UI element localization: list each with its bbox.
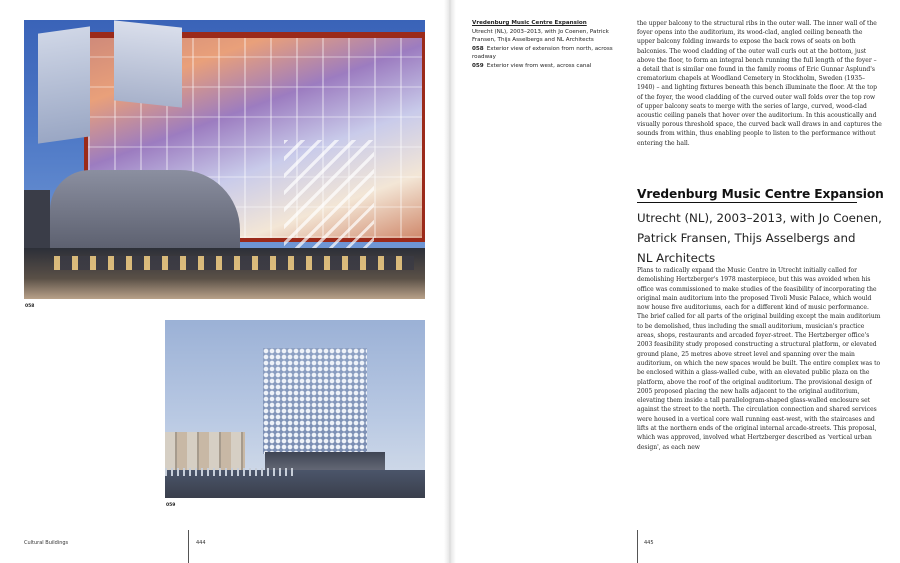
footer-divider [188, 530, 189, 563]
paragraph: the upper balcony to the structural ribs in the outer wall. The inner wall of the foyer opens into the auditorium, its wood-clad, angled ceiling beneath the upper balcony folding inwards to expose the back rows of seats on both balconies. The wood cladding of the outer wall curls out at the bottom, just above the floor, to form an integral bench running the full length of the foyer – a detail that is similar one found in the family rooms of Eric Gunnar Asplund's crematorium chapels at Woodland Cemetery in Stockholm, Sweden (1935–1940) – and lighting fixtures beneath this bench illuminate the floor. At the top of the foyer, the wood cladding of the curved outer wall folds over the top row of upper balcony seats to merge with the series of large, curved, wood-clad acoustic ceiling panels that hover over the auditorium. In this acoustically and visually porous threshold space, the curved back wall draws in and captures the sounds from within, thus enabling people to listen to the performance without entering the hall. [637, 20, 882, 147]
caption-title: Vredenburg Music Centre Expansion [472, 20, 587, 26]
caption-subtitle: Utrecht (NL), 2003–2013, with Jo Coenen, Patrick Fransen, Thijs Asselbergs and NL Architects [472, 28, 609, 44]
photo-staircase [284, 140, 374, 250]
section-footer: Cultural Buildings [24, 540, 69, 546]
section-subtitle-line: Utrecht (NL), 2003–2013, with Jo Coenen, [637, 211, 882, 225]
caption-item-text: Exterior view of extension from north, across roadway [472, 45, 613, 61]
photo-angled-panel-left [38, 26, 90, 143]
photo-old-town [165, 432, 245, 472]
book-gutter [444, 0, 456, 563]
section-subtitle-line: Patrick Fransen, Thijs Asselbergs and [637, 231, 856, 245]
page-number-right: 445 [644, 540, 654, 546]
photo-facade-north [24, 20, 425, 299]
photo-railing [165, 468, 295, 476]
section-subtitle-line: NL Architects [637, 251, 716, 265]
photo-glass-cube [263, 348, 367, 454]
figure-number: 058 [25, 304, 35, 309]
page-number-left: 444 [196, 540, 206, 546]
paragraph: Plans to radically expand the Music Centre in Utrecht initially called for demolishing Hertzberger's 1978 masterpiece, but this was avoided when his office was commissioned to make studies of the feasibility of incorporating the original main auditorium into the proposed Tivoli Music Palace, which would now house five auditoriums, each for a different kind of music performance. The brief called for all parts of the original building except the main auditorium to be demolished, thus including the small auditorium, musician's practice areas, shops, restaurants and arcaded foyer-street. The Hertzberger office's 2003 feasibility study proposed constructing a structural platform, or elevated ground plane, 25 metres above street level and spanning over the main auditorium, on which the new spaces would be built. The entire complex was to be enclosed within a glass-walled cube, with an elevated public plaza on the platform, above the roof of the original auditorium. The provisional design of 2005 proposed placing the new halls adjacent to the original auditorium, elevating them inside a tall parallelogram-shaped glass-walled enclosure set against the street to the north. The circulation connection and shared services were housed in a vertical core wall running east-west, with the staircases and lifts at the northern ends of the original internal arcade-streets. This proposal, which was approved, involved what Hertzberger described as 'vertical urban design', as each new [637, 267, 881, 451]
left-page [0, 0, 449, 563]
body-text-main [637, 266, 882, 452]
photo-grey-volume [50, 170, 240, 250]
body-text-continued [637, 19, 882, 148]
figure-number: 059 [166, 503, 176, 508]
section-title: Vredenburg Music Centre Expansion [637, 187, 884, 201]
section-heading [637, 187, 887, 268]
footer-divider [637, 530, 638, 563]
title-underline [637, 202, 857, 203]
photo-cube-west [165, 320, 425, 498]
figure-caption [472, 19, 622, 71]
caption-item [472, 45, 622, 62]
caption-item-number: 058 [472, 45, 484, 52]
caption-item-number: 059 [472, 62, 484, 69]
photo-street-lights [54, 256, 414, 270]
caption-item [472, 62, 622, 71]
photo-angled-panel-right [114, 20, 182, 107]
caption-item-text: Exterior view from west, across canal [486, 62, 592, 69]
